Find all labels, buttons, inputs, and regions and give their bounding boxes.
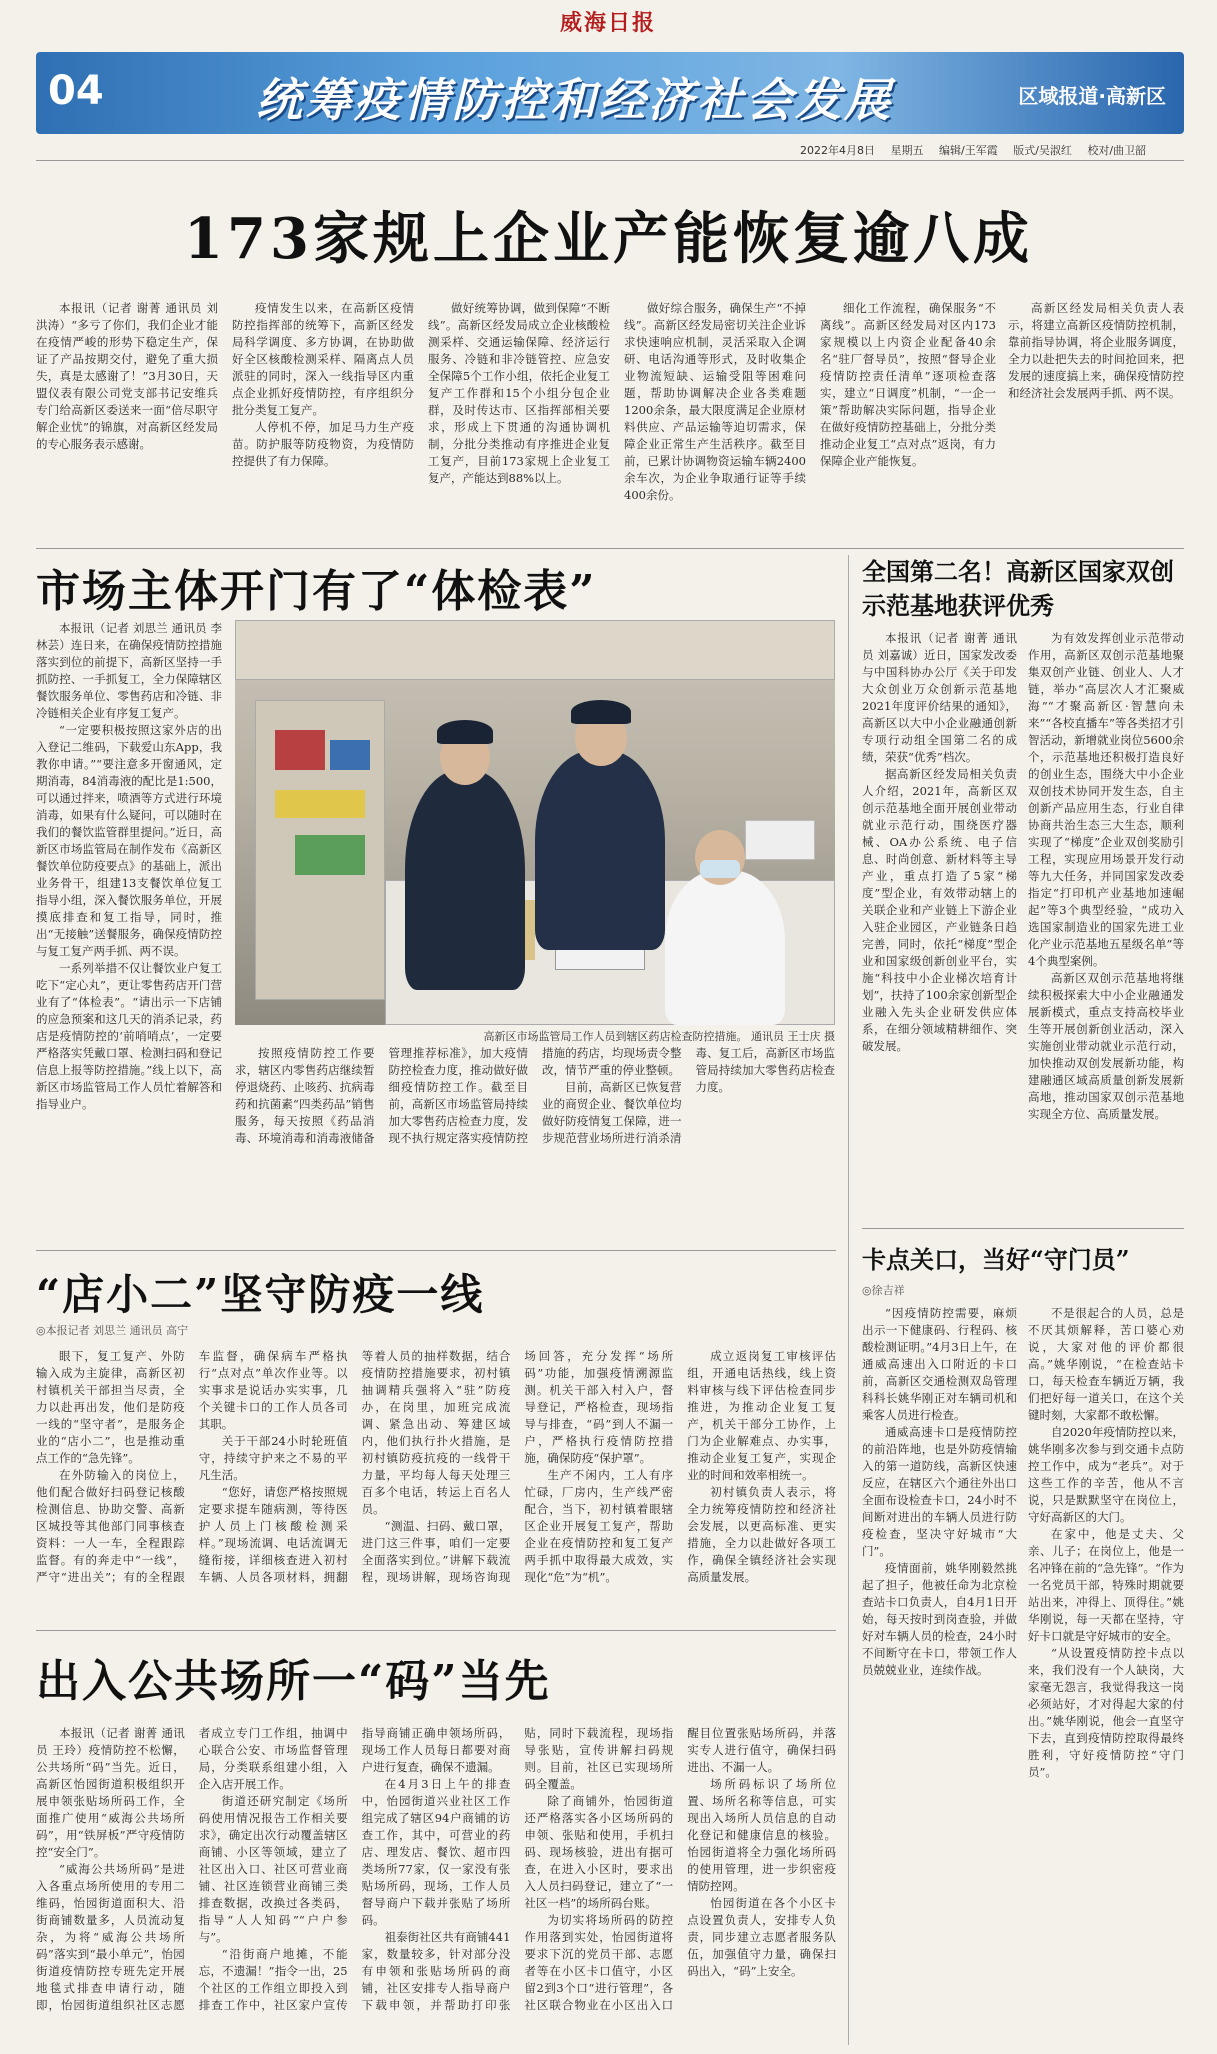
pharmacy-inspection-photo — [235, 620, 835, 1025]
paragraph: “测温、扫码、戴口罩，进门这三件事，咱们一定要全面落实到位。”讲解下载流程，现场讲解，现场咨询现场回答，充分发挥“场所码”功能，加强疫情溯源监测。机关干部入村入户，督导登记，严格检查，现场指导与排查，“码”到人不漏一户，严格执行疫情防控措施，确保防疫“保护罩”。 — [361, 1349, 674, 1584]
article5-headline: 卡点关口，当好“守门员” — [862, 1245, 1130, 1274]
article2-bottom-cols — [235, 1045, 835, 1240]
paragraph: 街道还研究制定《场所码使用情况报告工作相关要求》，确定出次行动覆盖辖区商铺、小区等领域，建立了社区出入口、社区可营业商铺、社区连锁营业商铺三类排查数据，改换过各类码，指导“人人知码”“户户参与”。 — [198, 1794, 348, 1944]
divider — [862, 1228, 1184, 1229]
page-number: 04 — [48, 68, 104, 114]
article3-col1 — [862, 630, 1017, 1220]
article2-col1 — [36, 620, 222, 1240]
paper-name: 威海日报 — [560, 10, 657, 36]
paragraph: 本报讯（记者 谢菁 通讯员 刘嘉诚）近日，国家发改委与中国科协办公厅《关于印发大众创业万众创新示范基地2021年度评价结果的通知》，高新区以大中小企业融通创新专项行动组全国第二名的成绩，荣获“优秀”档次。 — [862, 631, 1017, 764]
paragraph: 目前，高新区已恢复营业的商贸企业、餐饮单位均做好防疫情复工保障，进一步规范营业场所进行消杀清毒、复工后，高新区市场监管局持续加大零售药店检查力度。 — [542, 1046, 835, 1145]
paragraph: 据高新区经发局相关负责人介绍，2021年，高新区双创示范基地全面开展创业带动就业示范行动，围绕医疗器械、OA办公系统、电子信息、时尚创意、新材料等主导产业，重点打造了5家“梯度”型企业，有效带动辖上的关联企业和产业链上下游企业入驻企业园区，产业链条日趋完善，同时，依托“梯度”型企业和国家级创新创业平台，实施“科技中小企业梯次培育计划”，扶持了100余家创新型企业融入先头企业研发供应体系，在细分领域精耕细作、突破发展。 — [862, 767, 1017, 1053]
article1-col6 — [1008, 300, 1184, 540]
proofreader: 校对/曲卫韶 — [1087, 144, 1147, 157]
article1-col3 — [428, 300, 610, 540]
paragraph: 在家中，他是丈夫、父亲、儿子；在岗位上，他是一名冲锋在前的“急先锋”。“作为一名党员干部，特殊时期就要站出来，冲得上、顶得住。”姚华刚说，每一天都在坚持，守好卡口就是守好城市的安全。 — [1028, 1527, 1184, 1643]
divider — [36, 1250, 836, 1251]
article4-byline: ◎本报记者 刘思兰 通讯员 高宁 — [36, 1324, 189, 1337]
article1-col5 — [820, 300, 996, 540]
banner-title: 统筹疫情防控和经济社会发展 — [256, 73, 893, 127]
article6-headline: 出入公共场所一“码”当先 — [36, 1656, 551, 1707]
paragraph: 生产不闲内，工人有序忙碌，厂房内，生产线严密配合，当下，初村镇着眼辖区企业开展复工复产，帮助企业在疫情防控和复工复产两手抓中取得最大成效，实现化“危”为“机”。 — [524, 1468, 674, 1584]
designer: 版式/吴淑红 — [1013, 144, 1072, 157]
paragraph: 除了商铺外，怡园街道还严格落实各小区场所码的申领、张贴和使用，手机扫码、现场核验，进出有据可查，在进入小区时，要求出入人员扫码登记，建立了“一社区一档”的场所码台账。 — [524, 1794, 674, 1910]
paragraph: 疫情发生以来，在高新区疫情防控指挥部的统筹下，高新区经发局科学调度、多方协调，在协助做好全区核酸检测采样、隔离点人员派驻的同时，深入一线指导区内重点企业抓好疫情防控，有序组织分批分类复工复产。 — [232, 301, 414, 417]
paragraph: 为有效发挥创业示范带动作用，高新区双创示范基地聚集双创产业链、创业人、人才链，举办“高层次人才汇聚威海”“才聚高新区·智慧向未来”“各校直播车”等各类招才引智活动，新增就业岗位5600余个，示范基地还积极打造良好的创业生态，围绕大中小企业双创技术协同开发生态，自主创新产品应用生态，行业自律协商共治生态三大生态，顺利实现了“梯度”企业双创奖励引工程，实现应用场景开发行动等九大任务，并同国家发改委指定“打印机产业基地加速崛起”等3个典型经验，“成功入选国家制造业的国家先进工业化产业示范基地五星级名单”等4个典型案例。 — [1028, 631, 1184, 968]
paragraph: “从设置疫情防控卡点以来，我们没有一个人缺岗，大家毫无怨言，我觉得我这一岗必须站好，才对得起大家的付出。”姚华刚说，他会一直坚守下去，直到疫情防控取得最终胜利，守好疫情防控“守门员”。 — [1028, 1646, 1184, 1779]
article1-col1 — [36, 300, 218, 540]
paragraph: 祖泰街社区共有商铺441家，数量较多，针对部分没有申领和张贴场所码的商铺，社区安排专人指导商户下载申领，并帮助打印张贴，同时下载流程，现场指导张贴，宣传讲解扫码规则。目前，社区已实现场所码全覆盖。 — [361, 1726, 674, 2012]
editor: 编辑/王军霞 — [939, 144, 998, 157]
photo-caption: 高新区市场监管局工作人员到辖区药店检查防控措施。 通讯员 王士庆 摄 — [483, 1030, 835, 1043]
paragraph: “因疫情防控需要，麻烦出示一下健康码、行程码、核酸检测证明。”4月3日上午，在通威高速出入口附近的卡口前，高新区交通检测双岛管理科科长姚华刚正对车辆司机和乘客人员进行检查。 — [862, 1306, 1017, 1422]
article4-body — [36, 1348, 836, 1620]
paragraph: 高新区经发局相关负责人表示，将建立高新区疫情防控机制，靠前指导协调，将企业服务调度，全力以赴把失去的时间抢回来，把发展的速度搞上来，确保疫情防控和经济社会发展两手抓、两不误。 — [1008, 301, 1184, 400]
paragraph: 不是很起合的人员，总是不厌其烦解释，苦口婆心劝说，大家对他的评价都很高。”姚华刚说，“在检查站卡口，每天检查车辆近万辆，我们把好每一道关口，在这个关键时刻，大家都不敢松懈。 — [1028, 1306, 1184, 1422]
paragraph: 成立返岗复工审核评估组，开通电话热线，线上资料审核与线下评估检查同步推进，为推动企业复工复产，机关干部分工协作，上门为企业解难点、办实事，推动企业复工复产，实现企业的时间和效率相统一。 — [687, 1349, 836, 1482]
divider — [36, 160, 1184, 161]
paragraph: 做好综合服务，确保生产“不掉线”。高新区经发局密切关注企业诉求快速响应机制，灵活采取入企调研、电话沟通等形式，及时收集企业物流短缺、运输受阻等困难问题，帮助协调解决企业各类难题1200余条，最大限度满足企业原材料供应、产品运输等迫切需求，保障企业正常生产生活秩序。截至目前，已累计协调物资运输车辆2400余车次，为企业争取通行证等手续400余份。 — [624, 301, 806, 502]
divider — [36, 1630, 836, 1631]
divider — [36, 548, 1184, 549]
article5-byline: ◎徐吉祥 — [862, 1284, 905, 1297]
article6-body — [36, 1725, 836, 2045]
page-meta — [800, 142, 1158, 158]
article1-col2 — [232, 300, 414, 540]
section-banner — [36, 52, 1184, 134]
date: 2022年4月8日 — [800, 144, 875, 157]
paragraph: 高新区双创示范基地将继续积极探索大中小企业融通发展新模式，重点支持高校毕业生等开展创新创业活动，深入实施创业带动就业示范行动，加快推动双创发展新功能，构建融通区域高质量创新发展新高地，推动国家双创示范基地实现全方位、高质量发展。 — [1028, 971, 1184, 1121]
masthead — [0, 0, 1217, 157]
paragraph: 关于干部24小时轮班值守，持续守护来之不易的平凡生活。 — [198, 1434, 348, 1482]
paragraph: “威海公共场所码”是进入各重点场所使用的专用二维码，怡园街道面积大、沿街商铺数量多，人员流动复杂，为将“威海公共场所码”落实到“最小单元”，怡园街道疫情防控专班先定开展地毯式排查申请行动，随即，怡园街道组织社区志愿者成立专门工作组，抽调中心联合公安、市场监督管理局，分类联系组建小组，入企入店开展工作。 — [36, 1726, 348, 2012]
paragraph: 在外防输入的岗位上，他们配合做好扫码登记核酸检测信息、协助交警、高新区城投等其他部门同事核查资料：一人一车，全程跟踪监督。有的奔走中“一线”，严守“进出关”；有的全程跟车监督，确保病车严格执行“点对点”单次作业等。以实事求是说话办实实事，几个关键卡口的工作人员各司其职。 — [36, 1349, 348, 1584]
section-label: 区域报道·高新区 — [1018, 84, 1166, 108]
paragraph: 疫情面前，姚华刚毅然挑起了担子，他被任命为北京检查站卡口负责人，自4月1日开始，每天按时到岗查验，并做好对车辆人员的检查，24小时不间断守在卡口，带领工作人员兢兢业业，连续作战。 — [862, 1561, 1017, 1677]
paragraph: 本报讯（记者 谢菁 通讯员 刘洪涛）“多亏了你们，我们企业才能在疫情严峻的形势下稳定生产，保证了产品按期交付，避免了重大损失，真是太感谢了！”3月30日，天盟仪表有限公司党支部书记安维兵专门给高新区委送来一面“倍尽职守解企业忧”的锦旗，对高新区经发局的专心服务表示感谢。 — [36, 301, 218, 451]
paragraph: 本报讯（记者 刘思兰 通讯员 李林芸）连日来，在确保疫情防控措施落实到位的前提下，高新区坚持一手抓防控、一手抓复工，全力保障辖区餐饮服务单位、零售药店和冷链、非冷链相关企业有序复工复产。 — [36, 621, 222, 720]
article5-col1 — [862, 1305, 1017, 2045]
paragraph: 怡园街道在各个小区卡点设置负责人，安排专人负责，同步建立志愿者服务队伍，加强值守力量，确保扫码出入，“码”上安全。 — [687, 1896, 836, 1978]
paragraph: “一定要积极按照这家外店的出入登记二维码，下载爱山东App，我教你申请。”“要注意多开窗通风，定期消毒，84消毒液的配比是1:500，可以通过拌来，喷酒等方式进行环境消毒，如果有什么疑问，可以随时在我们的餐饮监管群里提问。”近日，高新区市场监管局在制作发布《高新区餐饮单位防疫要点》的基础上，派出业务骨干，组建13支餐饮单位复工指导小组，深入餐饮服务单位，开展摸底排查和复工指导，同时，推出“无接触”送餐服务，确保疫情防控与复工复产两手抓、两不误。 — [36, 723, 222, 958]
article4-headline: “店小二”坚守防疫一线 — [36, 1270, 485, 1319]
paragraph: “沿街商户地摊，不能忘，不遗漏！”指令一出，25个社区的工作组立即投入到排查工作中，社区家户宣传指导商铺正确申领场所码，现场工作人员每日都要对商户进行复查，确保不遗漏。 — [198, 1726, 511, 2012]
paragraph: 场所码标识了场所位置、场所名称等信息，可实现出入场所人员信息的自动化登记和健康信息的核验。怡园街道将全力强化场所码的使用管理，进一步织密疫情防控网。 — [687, 1777, 836, 1893]
article1-col4 — [624, 300, 806, 540]
paragraph: 初村镇负责人表示，将全力统筹疫情防控和经济社会发展，以更高标准、更实措施，全力以赴做好各项工作，确保全镇经济社会实现高质量发展。 — [687, 1485, 836, 1584]
paragraph: 本报讯（记者 谢菁 通讯员 王玲）疫情防控不松懈，公共场所“码”当先。近日，高新区怡园街道积极组织开展申领张贴场所码工作，全面推广使用“威海公共场所码”，用“铁屏板”严守疫情防控“安全门”。 — [36, 1726, 185, 1859]
paragraph: 眼下，复工复产、外防输入成为主旋律，高新区初村镇机关干部担当尽责，全力以赴再出发，他们是防疫一线的“坚守者”，是服务企业的“店小二”，也是推动重点工作的“急先锋”。 — [36, 1349, 185, 1465]
article3-headline: 全国第二名！高新区国家双创示范基地获评优秀 — [862, 557, 1174, 620]
lead-headline: 173家规上企业产能恢复逾八成 — [184, 206, 1033, 272]
paragraph: 为切实将场所码的防控作用落到实处，怡园街道将要求下沉的党员干部、志愿者等在小区卡口值守，小区留2到3个口“进行管理”，各社区联合物业在小区出入口醒目位置张贴场所码，并落实专人进行值守，确保扫码进出、不漏一人。 — [524, 1726, 836, 2012]
paragraph: 一系列举措不仅让餐饮业户复工吃下“定心丸”，更让零售药店开门营业有了“体检表”。“请出示一下店铺的应急预案和这几天的消杀记录，药店是疫情防控的‘前哨哨点’，一定要严格落实凭戴口罩、检测扫码和登记信息上报等防控措施。”线上以下，高新区市场监管局工作人员忙着解答和指导业户。 — [36, 961, 222, 1111]
paragraph: 按照疫情防控工作要求，辖区内零售药店继续暂停退烧药、止咳药、抗病毒药和抗菌素“四类药品”销售服务，每天按照《药品消毒、环境消毒和消毒液储备管理推荐标准》，加大疫情防控检查力度，推动做好做细疫情防控工作。截至目前，高新区市场监管局持续加大零售药店检查力度，发现不执行规定落实疫情防控措施的药店，均现场责令整改，情节严重的停业整顿。 — [235, 1046, 682, 1145]
paragraph: 通威高速卡口是疫情防控的前沿阵地，也是外防疫情输入的第一道防线，高新区快速反应，在辖区六个通往外出口全面布设检查卡口，24小时不间断对进出的车辆人员进行防疫检查，坚决守好城市“大门”。 — [862, 1425, 1017, 1558]
paragraph: 在4月3日上午的排查中，怡园街道兴业社区工作组完成了辖区94户商铺的访查工作，其中，可营业的药店、理发店、餐饮、超市四类场所77家，仅一家没有张贴场所码，现场，工作人员督导商户下载并张贴了场所码。 — [361, 1777, 511, 1927]
article2-headline: 市场主体开门有了“体检表” — [36, 566, 597, 617]
article3-col2 — [1028, 630, 1184, 1220]
paragraph: “您好，请您严格按照规定要求提车随病测，等待医护人员上门核酸检测采样。”现场流调、电话流调无缝衔接，详细核查进入初村车辆、人员各项材料，拥翻等着人员的抽样数据，结合疫情防控措施要求，初村镇抽调精兵强将入“驻”防疫办，在岗里，加班完成流调、紧急出动、筹建区域内，他们执行扑火措施，是初村镇防疫抗疫的一线骨干力量，平均每人每天处理三百多个电话，转运上百名人员。 — [198, 1349, 511, 1584]
paragraph: 自2020年疫情防控以来，姚华刚多次参与到交通卡点防控工作中，成为“老兵”。对于这些工作的辛苦，他从不言说，只是默默坚守在岗位上，守好高新区的大门。 — [1028, 1425, 1184, 1524]
paragraph: 细化工作流程，确保服务“不离线”。高新区经发局对区内173家规模以上内资企业配备40余名“驻厂督导员”，按照“督导企业疫情防控责任清单”逐项检查落实，建立“日调度”机制，“一企一策”帮助解决实际问题，指导企业在做好疫情防控基础上，分批分类推动企业复工“点对点”返岗，有力保障企业产能恢复。 — [820, 301, 996, 468]
paragraph: 人停机不停，加足马力生产疫苗。防护服等防疫物资，为疫情防控提供了有力保障。 — [232, 420, 414, 468]
paragraph: 做好统筹协调，做到保障“不断线”。高新区经发局成立企业核酸检测采样、交通运输保障、经济运行服务、冷链和非冷链管控、应急安全保障5个工作小组，依托企业复工复产工作群和15个小组分包企业群，及时传达市、区指挥部相关要求，形成上下贯通的沟通协调机制，分批分类推动有序推进企业复工复产，目前173家规上企业复工复产，产能达到88%以上。 — [428, 301, 610, 485]
article5-col2 — [1028, 1305, 1184, 2045]
weekday: 星期五 — [890, 144, 924, 157]
column-divider — [848, 555, 849, 2045]
